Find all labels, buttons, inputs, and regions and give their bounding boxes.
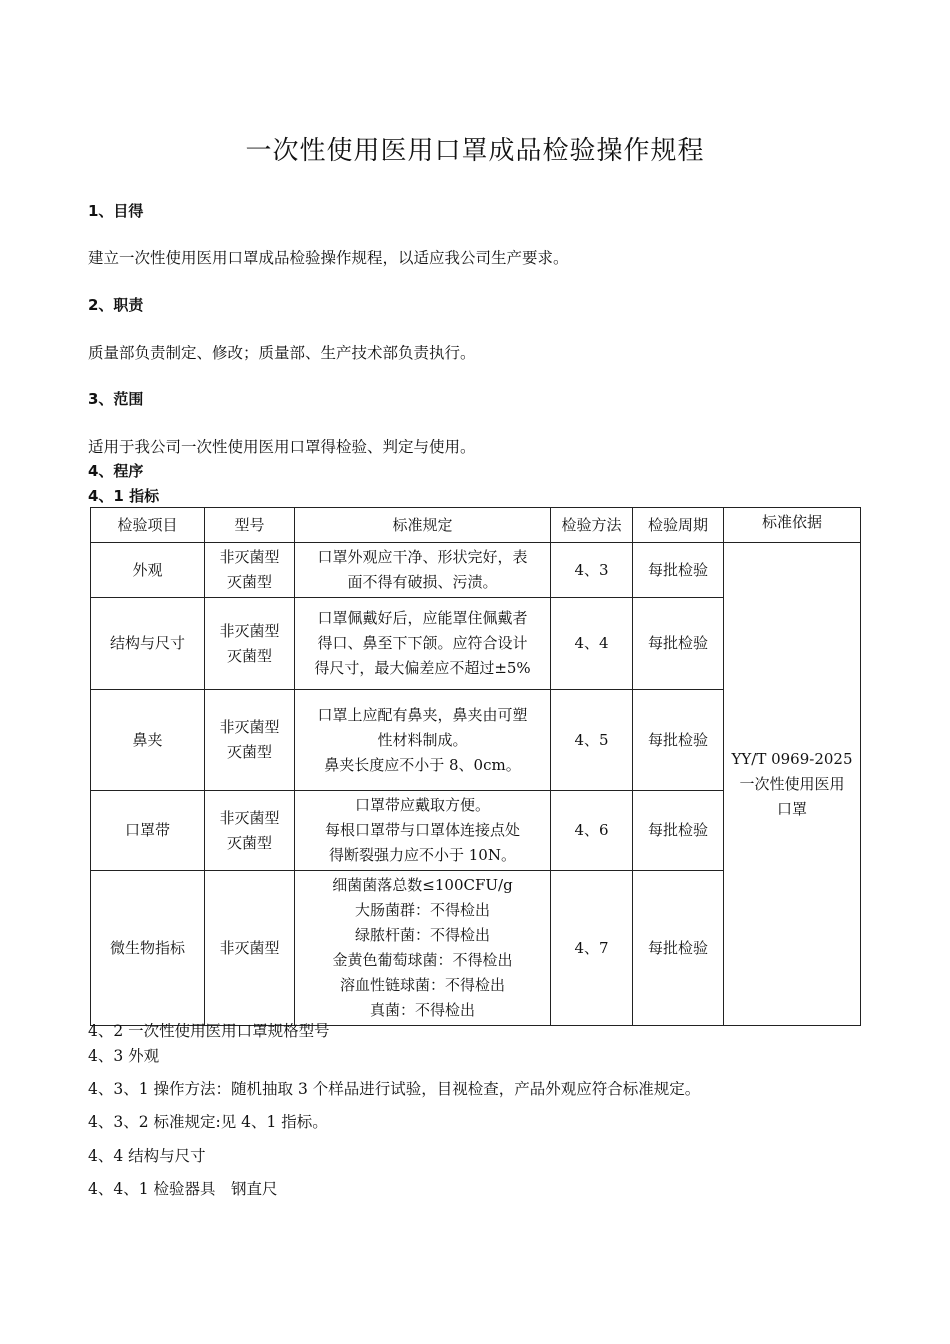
header-cell: 标准规定 [295,508,551,543]
section-4-3-1-text: 4、3、1 操作方法：随机抽取 3 个样品进行试验，目视检查，产品外观应符合标准规定。 [88,1080,701,1098]
section-4-1-heading: 4、1 指标 [88,487,160,505]
model-cell: 非灭菌型 灭菌型 [205,543,295,598]
header-cell: 检验项目 [91,508,205,543]
method-cell: 4、6 [551,791,633,871]
section-4-2-text: 4、2 一次性使用医用口罩规格型号 [88,1022,330,1040]
cycle-cell: 每批检验 [633,871,724,1026]
table-row [91,543,861,598]
table-header-row [91,508,861,543]
section-2-heading: 2、职责 [88,296,144,314]
header-cell: 检验周期 [633,508,724,543]
section-3-text: 适用于我公司一次性使用医用口罩得检验、判定与使用。 [88,438,476,456]
spec-cell: 口罩带应戴取方便。 每根口罩带与口罩体连接点处 得断裂强力应不小于 10N。 [295,791,551,871]
item-cell: 口罩带 [91,791,205,871]
spec-cell: 口罩佩戴好后，应能罩住佩戴者 得口、鼻至下下颌。应符合设计 得尺寸，最大偏差应不超过±5% [295,598,551,690]
method-cell: 4、5 [551,690,633,791]
item-cell: 外观 [91,543,205,598]
method-cell: 4、4 [551,598,633,690]
section-4-4-1-text: 4、4、1 检验器具 钢直尺 [88,1180,278,1198]
section-4-4-heading: 4、4 结构与尺寸 [88,1147,206,1165]
model-cell: 非灭菌型 [205,871,295,1026]
header-cell: 检验方法 [551,508,633,543]
basis-cell: YY/T 0969-2025 一次性使用医用 口罩 [724,543,861,1026]
item-cell: 结构与尺寸 [91,598,205,690]
section-3-heading: 3、范围 [88,390,144,408]
section-4-heading: 4、程序 [88,462,144,480]
section-2-text: 质量部负责制定、修改；质量部、生产技术部负责执行。 [88,344,476,362]
document-title: 一次性使用医用口罩成品检验操作规程 [245,136,705,166]
spec-table [90,507,861,1026]
cycle-cell: 每批检验 [633,543,724,598]
section-1-text: 建立一次性使用医用口罩成品检验操作规程，以适应我公司生产要求。 [88,249,569,267]
cycle-cell: 每批检验 [633,791,724,871]
item-cell: 鼻夹 [91,690,205,791]
spec-cell: 细菌菌落总数≤100CFU/g 大肠菌群：不得检出 绿脓杆菌：不得检出 金黄色葡萄球菌：不得检出 溶血性链球菌：不得检出 真菌：不得检出 [295,871,551,1026]
section-4-3-2-text: 4、3、2 标准规定:见 4、1 指标。 [88,1113,328,1131]
cycle-cell: 每批检验 [633,690,724,791]
model-cell: 非灭菌型 灭菌型 [205,598,295,690]
section-4-3-heading: 4、3 外观 [88,1047,160,1065]
method-cell: 4、3 [551,543,633,598]
cycle-cell: 每批检验 [633,598,724,690]
spec-cell: 口罩上应配有鼻夹，鼻夹由可塑 性材料制成。 鼻夹长度应不小于 8、0cm。 [295,690,551,791]
header-cell: 型号 [205,508,295,543]
section-1-heading: 1、目得 [88,202,144,220]
item-cell: 微生物指标 [91,871,205,1026]
method-cell: 4、7 [551,871,633,1026]
spec-cell: 口罩外观应干净、形状完好，表 面不得有破损、污渍。 [295,543,551,598]
model-cell: 非灭菌型 灭菌型 [205,690,295,791]
model-cell: 非灭菌型 灭菌型 [205,791,295,871]
header-cell: 标准依据 [724,508,861,543]
